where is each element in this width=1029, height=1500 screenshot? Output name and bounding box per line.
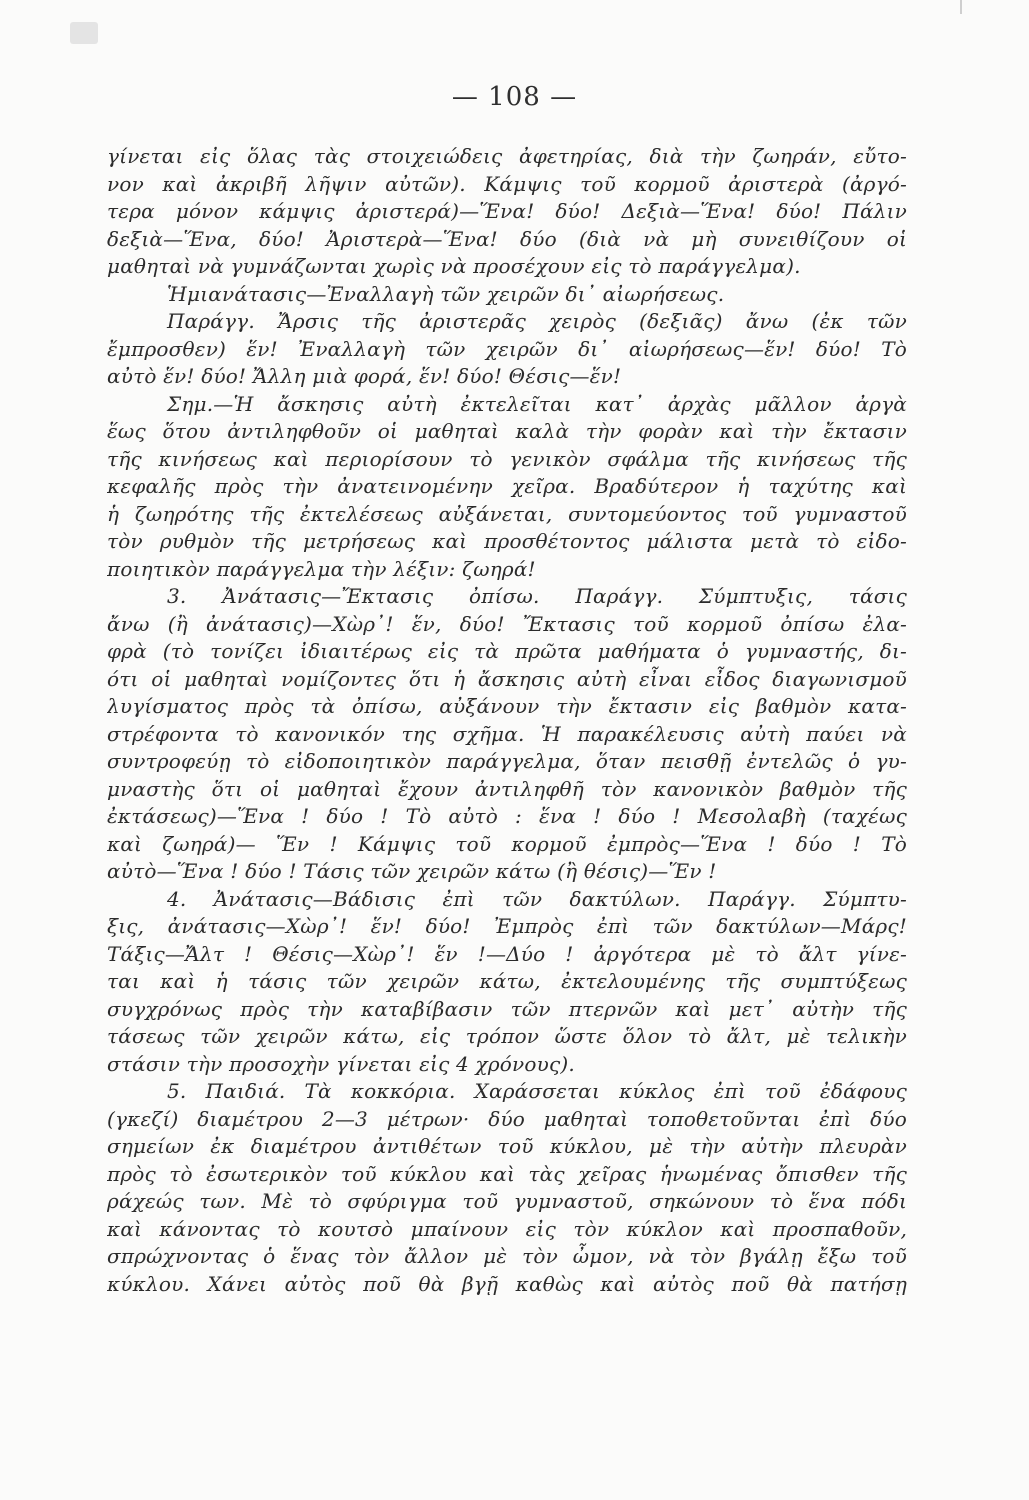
page-number: — 108 — (451, 82, 578, 112)
text-line: δεξιὰ—Ἕνα, δύο! Ἀριστερὰ—Ἕνα! δύο (διὰ νὰ μὴ συνειθίζουν οἱ (107, 226, 907, 251)
text-line: Παράγγ. Ἄρσις τῆς ἀριστερᾶς χειρὸς (δεξιᾶς) ἄνω (ἐκ τῶν (167, 309, 907, 333)
scan-edge-mark (960, 0, 962, 14)
text-line: ότι οἱ μαθηταὶ νομίζοντες ὅτι ἡ ἄσκησις αὐτὴ εἶναι εἶδος διαγωνισμοῦ (107, 666, 907, 691)
text-line: ται καὶ ἡ τάσις τῶν χειρῶν κάτω, ἐκτελουμένης τῆς συμπτύξεως (107, 969, 907, 993)
text-line: μαθηταὶ νὰ γυμνάζωνται χωρὶς νὰ προσέχουν εἰς τὸ παράγγελμα). (107, 254, 801, 278)
text-line: ἡ ζωηρότης τῆς ἐκτελέσεως αὐξάνεται, συντομεύοντος τοῦ γυμναστοῦ (107, 501, 907, 526)
text-line: λυγίσματος πρὸς τὰ ὀπίσω, αὐξάνουν τὴν ἔκτασιν εἰς βαθμὸν κατα- (107, 694, 907, 718)
text-line: στάσιν τὴν προσοχὴν γίνεται εἰς 4 χρόνους). (107, 1051, 575, 1076)
text-line: αὐτὸ ἕν! δύο! Ἄλλη μιὰ φορά, ἕν! δύο! Θέσις—ἕν! (107, 364, 622, 388)
text-line: σπρώχνοντας ὁ ἕνας τὸν ἄλλον μὲ τὸν ὦμον, νὰ τὸν βγάλῃ ἔξω τοῦ (107, 1244, 907, 1268)
text-line: φρὰ (τὸ τονίζει ἰδιαιτέρως εἰς τὰ πρῶτα μαθήματα ὁ γυμναστής, δι- (107, 639, 907, 663)
text-line: τὸν ρυθμὸν τῆς μετρήσεως καὶ προσθέτοντος μάλιστα μετὰ τὸ εἰδο- (107, 529, 907, 553)
text-line: ἕως ὅτου ἀντιληφθοῦν οἱ μαθηταὶ καλὰ τὴν φορὰν καὶ τὴν ἔκτασιν (107, 419, 907, 443)
text-line: καὶ κάνοντας τὸ κουτσὸ μπαίνουν εἰς τὸν κύκλον καὶ προσπαθοῦν, (107, 1216, 907, 1241)
text-line: ράχεώς των. Μὲ τὸ σφύριγμα τοῦ γυμναστοῦ, σηκώνουν τὸ ἕνα πόδι (107, 1189, 907, 1213)
text-line: Τάξις—Ἄλτ ! Θέσις—Χὼρ᾽! ἕν !—Δύο ! ἀργότερα μὲ τὸ ἄλτ γίνε- (107, 941, 907, 966)
text-line: νον καὶ ἀκριβῆ λῆψιν αὐτῶν). Κάμψις τοῦ κορμοῦ ἀριστερὰ (ἀργό- (107, 171, 907, 196)
text-line: στρέφοντα τὸ κανονικόν της σχῆμα. Ἡ παρακέλευσις αὐτὴ παύει νὰ (107, 721, 907, 746)
text-line: κεφαλῆς πρὸς τὴν ἀνατεινομένην χεῖρα. Βραδύτερον ἡ ταχύτης καὶ (107, 474, 907, 498)
text-line: ξις, ἀνάτασις—Χὼρ᾽! ἕν! δύο! Ἐμπρὸς ἐπὶ τῶν δακτύλων—Μάρς! (107, 914, 907, 938)
text-line: συντροφεύῃ τὸ εἰδοποιητικὸν παράγγελμα, ὅταν πεισθῇ ἐντελῶς ὁ γυ- (107, 749, 907, 773)
text-line: καὶ ζωηρά)— Ἕν ! Κάμψις τοῦ κορμοῦ ἐμπρὸς—Ἕνα ! δύο ! Τὸ (107, 831, 907, 856)
text-line: 4. Ἀνάτασις—Βάδισις ἐπὶ τῶν δακτύλων. Παράγγ. Σύμπτυ- (167, 886, 907, 911)
body-text (107, 143, 907, 1298)
text-line: (γκεζί) διαμέτρου 2—3 μέτρων· δύο μαθηταὶ τοποθετοῦνται ἐπὶ δύο (107, 1106, 907, 1131)
text-line: συγχρόνως πρὸς τὴν καταβίβασιν τῶν πτερνῶν καὶ μετ᾽ αὐτὴν τῆς (107, 996, 907, 1021)
text-line: αὐτὸ—Ἕνα ! δύο ! Τάσις τῶν χειρῶν κάτω (ἢ θέσις)—Ἕν ! (107, 859, 717, 883)
text-line: σημείων ἐκ διαμέτρου ἀντιθέτων τοῦ κύκλου, μὲ τὴν αὐτὴν πλευρὰν (107, 1134, 907, 1158)
text-line: πρὸς τὸ ἐσωτερικὸν τοῦ κύκλου καὶ τὰς χεῖρας ἡνωμένας ὄπισθεν τῆς (107, 1161, 907, 1186)
text-line: τῆς κινήσεως καὶ περιορίσουν τὸ γενικὸν σφάλμα τῆς κινήσεως τῆς (107, 446, 907, 471)
text-line: Σημ.—Ἡ ἄσκησις αὐτὴ ἐκτελεῖται κατ᾽ ἀρχὰς μᾶλλον ἀργὰ (167, 391, 907, 416)
text-line: κύκλου. Χάνει αὐτὸς ποῦ θὰ βγῇ καθὼς καὶ αὐτὸς ποῦ θὰ πατήσῃ (107, 1271, 907, 1296)
text-line: ἄνω (ἢ ἀνάτασις)—Χὼρ᾽! ἕν, δύο! Ἔκτασις τοῦ κορμοῦ ὀπίσω ἐλα- (107, 611, 907, 636)
text-line: ποιητικὸν παράγγελμα τὴν λέξιν: ζωηρά! (107, 556, 536, 581)
text-line: ἔμπροσθεν) ἕν! Ἐναλλαγὴ τῶν χειρῶν δι᾽ αἰωρήσεως—ἕν! δύο! Τὸ (107, 336, 907, 361)
text-line: γίνεται εἰς ὅλας τὰς στοιχειώδεις ἀφετηρίας, διὰ τὴν ζωηράν, εὔτο- (107, 144, 907, 168)
text-line: 5. Παιδιά. Τὰ κοκκόρια. Χαράσσεται κύκλος ἐπὶ τοῦ ἐδάφους (167, 1079, 907, 1103)
scan-smudge (70, 22, 98, 44)
text-line: τερα μόνον κάμψις ἀριστερά)—Ἕνα! δύο! Δεξιὰ—Ἕνα! δύο! Πάλιν (107, 199, 907, 223)
text-line: τάσεως τῶν χειρῶν κάτω, εἰς τρόπον ὥστε ὅλον τὸ ἄλτ, μὲ τελικὴν (107, 1024, 907, 1048)
text-line: Ἡμιανάτασις—Ἐναλλαγὴ τῶν χειρῶν δι᾽ αἰωρήσεως. (167, 281, 725, 306)
text-line: 3. Ἀνάτασις—Ἔκτασις ὀπίσω. Παράγγ. Σύμπτυξις, τάσις (167, 584, 907, 608)
text-line: ἐκτάσεως)—Ἕνα ! δύο ! Τὸ αὐτὸ : ἕνα ! δύο ! Μεσολαβὴ (ταχέως (107, 804, 907, 828)
text-line: μναστὴς ὅτι οἱ μαθηταὶ ἔχουν ἀντιληφθῆ τὸν κανονικὸν βαθμὸν τῆς (107, 776, 907, 801)
